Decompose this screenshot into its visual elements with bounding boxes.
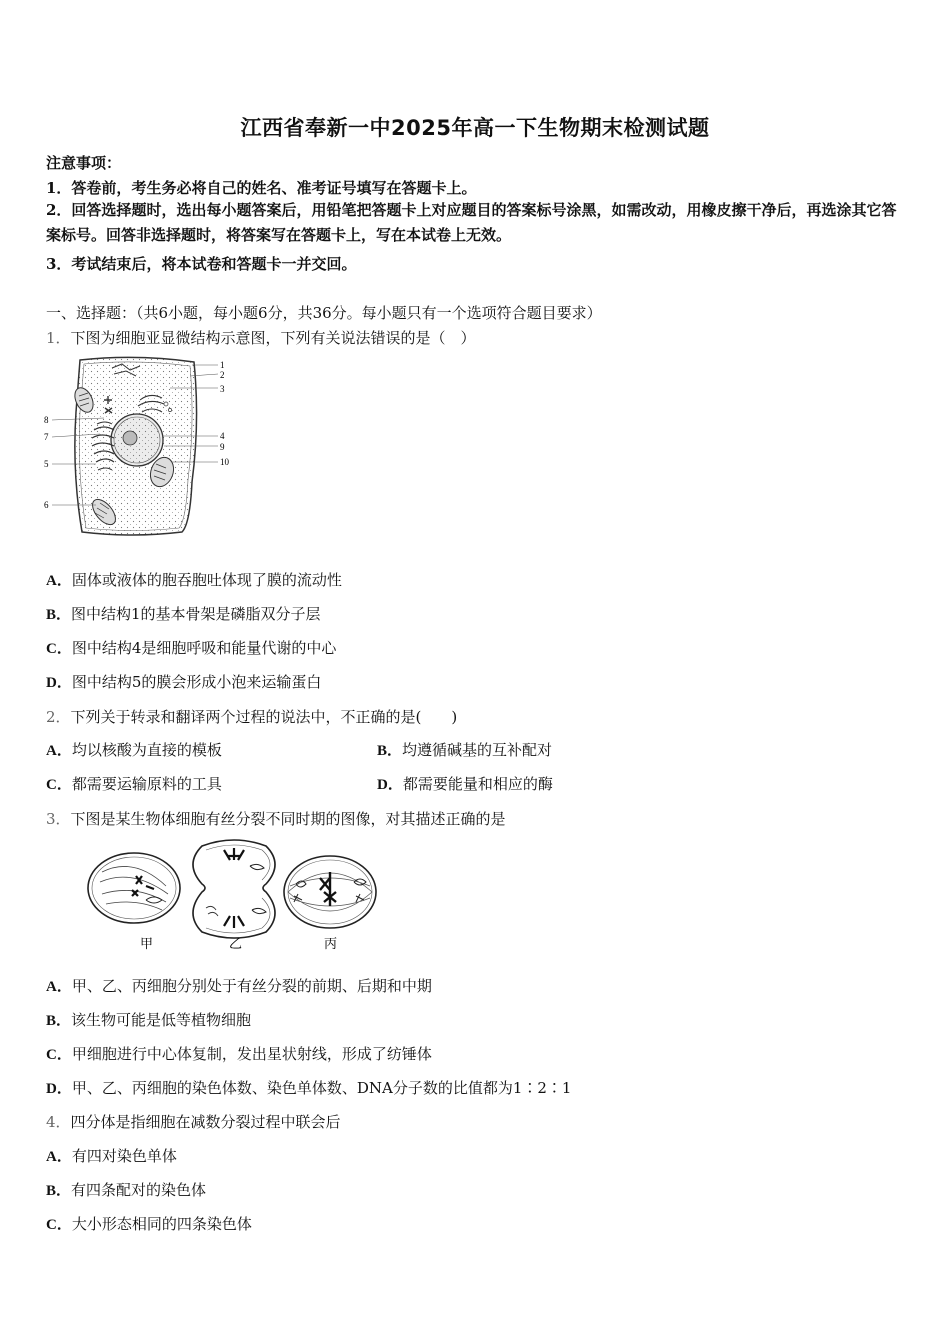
mitosis-diagram <box>84 836 384 954</box>
question-3-option-a[interactable] <box>46 975 432 996</box>
question-4-option-a[interactable] <box>46 1145 177 1166</box>
option-key: A． <box>46 1149 72 1165</box>
figure-label-2: 2 <box>220 370 225 380</box>
figure-label-7: 7 <box>44 432 49 442</box>
option-key: C． <box>46 777 72 793</box>
notice-item-3: 3．考试结束后，将本试卷和答题卡一并交回。 <box>46 255 357 273</box>
question-1-option-c[interactable] <box>46 637 336 658</box>
figure-label-6: 6 <box>44 500 49 510</box>
question-4-option-c[interactable] <box>46 1213 252 1234</box>
notice-item-1: 1．答卷前，考生务必将自己的姓名、准考证号填写在答题卡上。 <box>46 179 477 197</box>
option-text: 甲、乙、丙细胞的染色体数、染色单体数、DNA分子数的比值都为1∶2∶1 <box>71 1079 572 1097</box>
page-title: 江西省奉新一中2025年高一下生物期末检测试题 <box>240 116 710 140</box>
question-number: 4． <box>46 1113 71 1131</box>
question-3-option-d[interactable] <box>46 1077 571 1098</box>
option-key: A． <box>46 979 72 995</box>
option-key: B． <box>377 743 403 759</box>
option-text: 图中结构5的膜会形成小泡来运输蛋白 <box>71 673 322 691</box>
option-key: C． <box>46 1047 72 1063</box>
option-text: 均以核酸为直接的模板 <box>71 741 222 759</box>
option-text: 固体或液体的胞吞胞吐体现了膜的流动性 <box>71 571 342 589</box>
option-text: 有四对染色单体 <box>71 1147 177 1165</box>
question-3-option-b[interactable] <box>46 1009 251 1030</box>
option-text: 甲、乙、丙细胞分别处于有丝分裂的前期、后期和中期 <box>71 977 432 995</box>
question-text: 下图为细胞亚显微结构示意图，下列有关说法错误的是（ ） <box>70 329 476 347</box>
figure-label-4: 4 <box>220 431 225 441</box>
option-key: A． <box>46 573 72 589</box>
question-3-stem <box>46 808 506 829</box>
question-4-option-b[interactable] <box>46 1179 206 1200</box>
option-text: 都需要能量和相应的酶 <box>402 775 553 793</box>
cell-structure-diagram <box>42 352 242 542</box>
question-2-option-c[interactable] <box>46 773 222 794</box>
section-heading: 一、选择题：（共6小题，每小题6分，共36分。每小题只有一个选项符合题目要求） <box>46 304 602 322</box>
option-key: B． <box>46 607 72 623</box>
question-text: 下列关于转录和翻译两个过程的说法中，不正确的是( ) <box>70 708 458 726</box>
option-text: 甲细胞进行中心体复制，发出星状射线，形成了纺锤体 <box>71 1045 432 1063</box>
option-text: 图中结构4是细胞呼吸和能量代谢的中心 <box>71 639 337 657</box>
question-2-option-d[interactable] <box>377 773 553 794</box>
question-1-option-b[interactable] <box>46 603 321 624</box>
question-1-stem <box>46 327 476 348</box>
notice-item-2: 2．回答选择题时，选出每小题答案后，用铅笔把答题卡上对应题目的答案标号涂黑，如需改动，用橡皮擦干净后，再选涂其它答案标号。回答非选择题时，将答案写在答题卡上，写在本试卷上无效。 <box>46 201 897 244</box>
option-key: B． <box>46 1183 72 1199</box>
option-key: A． <box>46 743 72 759</box>
question-2-option-a[interactable] <box>46 739 222 760</box>
option-key: D． <box>46 675 72 691</box>
question-number: 2． <box>46 708 71 726</box>
notice-heading: 注意事项： <box>46 154 122 172</box>
option-text: 有四条配对的染色体 <box>71 1181 207 1199</box>
option-key: C． <box>46 1217 72 1233</box>
question-1-option-d[interactable] <box>46 671 321 692</box>
figure-label-bing: 丙 <box>324 936 338 951</box>
figure-label-jia: 甲 <box>140 936 154 951</box>
question-2-stem <box>46 706 457 727</box>
question-4-stem <box>46 1111 341 1132</box>
question-3-option-c[interactable] <box>46 1043 432 1064</box>
option-text: 大小形态相同的四条染色体 <box>71 1215 252 1233</box>
option-key: B． <box>46 1013 72 1029</box>
option-key: C． <box>46 641 72 657</box>
figure-label-5: 5 <box>44 459 49 469</box>
option-text: 图中结构1的基本骨架是磷脂双分子层 <box>71 605 321 623</box>
figure-label-yi: 乙 <box>229 936 243 951</box>
option-text: 都需要运输原料的工具 <box>71 775 222 793</box>
question-number: 3． <box>46 810 71 828</box>
question-1-option-a[interactable] <box>46 569 342 590</box>
figure-label-3: 3 <box>220 384 225 394</box>
question-2-option-b[interactable] <box>377 739 552 760</box>
question-text: 下图是某生物体细胞有丝分裂不同时期的图像，对其描述正确的是 <box>70 810 506 828</box>
figure-label-9: 9 <box>220 442 225 452</box>
question-number: 1． <box>46 329 71 347</box>
question-text: 四分体是指细胞在减数分裂过程中联会后 <box>70 1113 341 1131</box>
figure-label-1: 1 <box>220 360 225 370</box>
option-text: 均遵循碱基的互补配对 <box>402 741 553 759</box>
option-key: D． <box>377 777 403 793</box>
figure-label-8: 8 <box>44 415 49 425</box>
figure-label-10: 10 <box>220 457 229 467</box>
option-key: D． <box>46 1081 72 1097</box>
option-text: 该生物可能是低等植物细胞 <box>71 1011 252 1029</box>
